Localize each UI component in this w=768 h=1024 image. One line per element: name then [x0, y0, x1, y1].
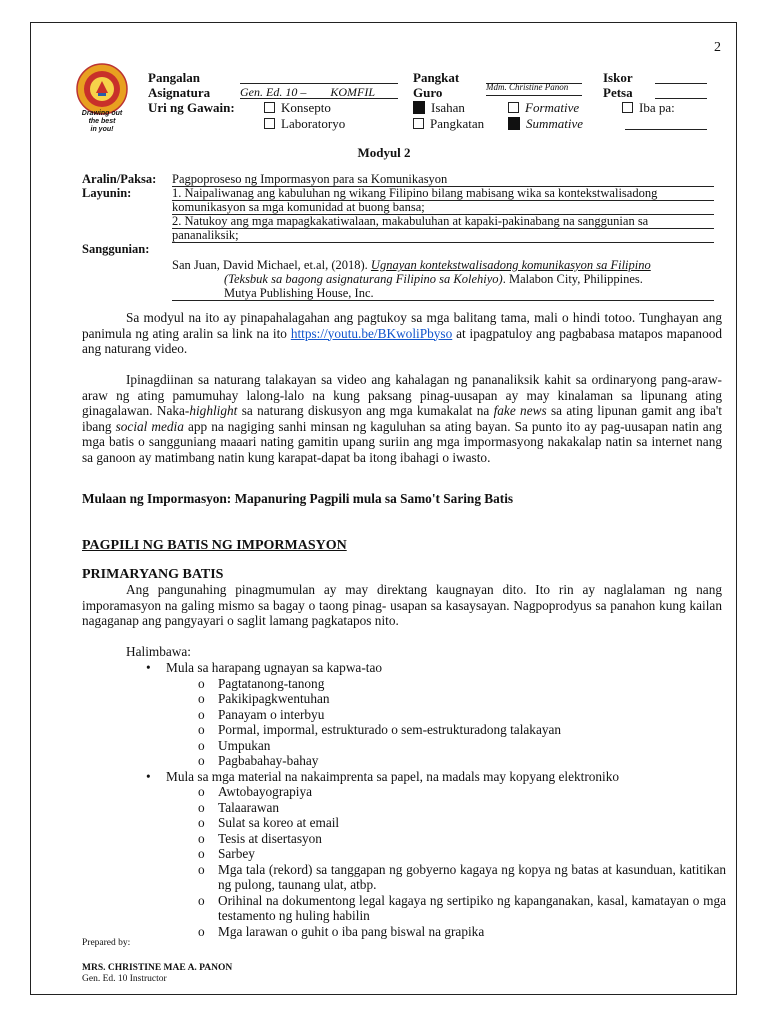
- checkbox-checked-icon: [413, 101, 425, 114]
- circle-bullet-icon: o: [198, 830, 205, 846]
- intro-paragraph-1: Sa modyul na ito ay pinapahalagahan ang pagtukoy sa mga balitang tama, mali o hindi totoo. Tunghayan ang panimula ng ating aralin sa link na ito https://youtu.be/BKwoliPbyso at ipagpatuloy ang pagbabasa matapos mapanood ang naturang video.: [82, 310, 723, 356]
- iskor-label: Iskor: [603, 70, 633, 85]
- bullet-icon: •: [146, 660, 151, 675]
- checkbox-icon: [264, 118, 275, 129]
- asignatura-field[interactable]: Gen. Ed. 10 – KOMFIL: [240, 85, 398, 99]
- guro-field[interactable]: Mdm. Christine Panon: [486, 82, 582, 96]
- circle-bullet-icon: o: [198, 784, 205, 799]
- list-item: • Mula sa harapang ugnayan sa kapwa-tao: [146, 660, 382, 675]
- halimbawa-label: Halimbawa:: [126, 644, 191, 659]
- video-link[interactable]: https://youtu.be/BKwoliPbyso: [290, 325, 453, 341]
- circle-bullet-icon: o: [198, 923, 205, 939]
- circle-bullet-icon: o: [198, 815, 205, 830]
- layunin-line: pananaliksik;: [172, 228, 714, 243]
- list-item: o Mga larawan o guhit o iba pang biswal na grapika: [198, 923, 485, 939]
- checkbox-icon: [264, 102, 275, 113]
- petsa-field[interactable]: [655, 85, 707, 99]
- module-title: Modyul 2: [357, 145, 411, 160]
- guro-label: Guro: [413, 85, 443, 100]
- option-konsepto[interactable]: Konsepto: [264, 100, 331, 115]
- intro-paragraph-2: Ipinagdiinan sa naturang talakayan sa video ang kahalagan ng pananaliksik kahit sa ordinaryong pang-araw-araw ng ating pamumuhay lalong-lalo na kung paksang pinag-uusapan ay may kinalaman sa lipunang ating ginagalawan. Naka-highlight sa naturang diskusyon ang mga kumakalat na fake news sa ating lipunan gamit ang iba't ibang social media app na nagiging sanhi minsan ng kaguluhan sa ating bayan. Sa punto ito ay pag-uusapan natin ang mga batis o sangguniang maaari nating gamitin upang suriin ang mga impormasyong nakakalap natin sa internet nang sa ganoon ay matimbang natin kung karapat-dapat ba itong ibahagi o iwasto.: [82, 372, 722, 465]
- pangalan-label: Pangalan: [148, 70, 201, 85]
- list-item: o Pormal, impormal, estrukturado o sem-estrukturadong talakayan: [198, 722, 562, 737]
- list-item: • Mula sa mga material na nakaimprenta sa papel, na madals may kopyang elektroniko: [146, 768, 620, 784]
- primaryang-batis-text: Ang pangunahing pinagmumulan ay may direktang kaugnayan dito. Ito rin ay naglalaman ng nang imporamasyon na galing mismo sa bagay o taong pinag- usapan sa kasaysayan. Nagpoprodyus sa panahon kung kailan nagaganap ang pangyayari o saglit lamang pagkatapos nito.: [82, 582, 722, 628]
- list-item: o Pakikipagkwentuhan: [198, 691, 330, 706]
- list-item: o Awtobayograpiya: [198, 784, 313, 799]
- circle-bullet-icon: o: [198, 861, 205, 877]
- iba-pa-field[interactable]: [625, 116, 707, 130]
- circle-bullet-icon: o: [198, 675, 205, 691]
- list-item: o Pagbabahay-bahay: [198, 753, 319, 768]
- uri-label: Uri ng Gawain:: [148, 100, 235, 115]
- aralin-value: Pagpoproseso ng Impormasyon para sa Komunikasyon: [172, 172, 714, 187]
- option-formative[interactable]: Formative: [508, 100, 579, 115]
- examples-list: [146, 660, 726, 939]
- list-item: o Sarbey: [198, 846, 255, 861]
- circle-bullet-icon: o: [198, 846, 205, 861]
- list-item: o Orihinal na dokumentong legal kagaya ng sertipiko ng kapanganakan, kasal, kamatayan o mga testamento ng huling habilin: [198, 892, 726, 923]
- circle-bullet-icon: o: [198, 706, 205, 722]
- iskor-field[interactable]: [655, 70, 707, 84]
- circle-bullet-icon: o: [198, 722, 205, 737]
- school-logo: [76, 63, 128, 115]
- asignatura-label: Asignatura: [148, 85, 211, 100]
- aralin-label: Aralin/Paksa:: [82, 172, 157, 186]
- option-pangkatan[interactable]: Pangkatan: [413, 116, 484, 131]
- school-motto: Drawing out the best in you!: [81, 110, 123, 133]
- heading-pagpili: PAGPILI NG BATIS NG IMPORMASYON: [82, 538, 347, 553]
- option-laboratoryo[interactable]: Laboratoryo: [264, 116, 345, 131]
- sanggunian-label: Sanggunian:: [82, 242, 150, 256]
- layunin-line: komunikasyon sa mga komunidad at buong bansa;: [172, 200, 714, 215]
- option-summative[interactable]: Summative: [508, 116, 583, 131]
- section-heading: Mulaan ng Impormasyon: Mapanuring Pagpili mula sa Samo't Saring Batis: [82, 491, 514, 506]
- list-item: o Pagtatanong-tanong: [198, 675, 325, 691]
- sanggunian-citation: San Juan, David Michael, et.al, (2018). Ugnayan kontekstwalisadong komunikasyon sa Filipino (Teksbuk sa bagong asignaturang Filipino sa Kolehiyo). Malabon City, Philippines. Mutya Publishing House, Inc.: [172, 258, 714, 301]
- circle-bullet-icon: o: [198, 691, 205, 706]
- instructor-role: Gen. Ed. 10 Instructor: [82, 974, 167, 984]
- circle-bullet-icon: o: [198, 892, 205, 908]
- prepared-by-label: Prepared by:: [82, 938, 131, 948]
- list-item: o Panayam o interbyu: [198, 706, 325, 722]
- option-iba-pa[interactable]: Iba pa:: [622, 100, 675, 115]
- layunin-line: 2. Natukoy ang mga mapagkakatiwalaan, makabuluhan at kapaki-pakinabang na sanggunian sa: [172, 214, 714, 229]
- circle-bullet-icon: o: [198, 737, 205, 753]
- list-item: o Mga tala (rekord) sa tanggapan ng gobyerno kagaya ng kopya ng batas at kasunduan, katitikan ng pulong, taunang ulat, atbp.: [198, 861, 726, 892]
- pangkat-label: Pangkat: [413, 70, 460, 85]
- checkbox-icon: [508, 102, 519, 113]
- list-item: o Tesis at disertasyon: [198, 830, 322, 846]
- list-item: o Umpukan: [198, 737, 271, 753]
- pangalan-field[interactable]: [240, 70, 398, 84]
- layunin-label: Layunin:: [82, 186, 132, 200]
- option-isahan[interactable]: Isahan: [413, 100, 465, 115]
- instructor-name: MRS. CHRISTINE MAE A. PANON: [82, 963, 233, 973]
- petsa-label: Petsa: [603, 85, 633, 100]
- page-number: 2: [714, 40, 721, 55]
- layunin-line: 1. Naipaliwanag ang kabuluhan ng wikang Filipino bilang mabisang wika sa kontekstwalisadong: [172, 186, 714, 201]
- checkbox-icon: [413, 118, 424, 129]
- bullet-icon: •: [146, 768, 151, 784]
- heading-primaryang-batis: PRIMARYANG BATIS: [82, 567, 224, 582]
- circle-bullet-icon: o: [198, 753, 205, 768]
- checkbox-checked-icon: [508, 117, 520, 130]
- list-item: o Talaarawan: [198, 799, 280, 815]
- checkbox-icon: [622, 102, 633, 113]
- list-item: o Sulat sa koreo at email: [198, 815, 340, 830]
- circle-bullet-icon: o: [198, 799, 205, 815]
